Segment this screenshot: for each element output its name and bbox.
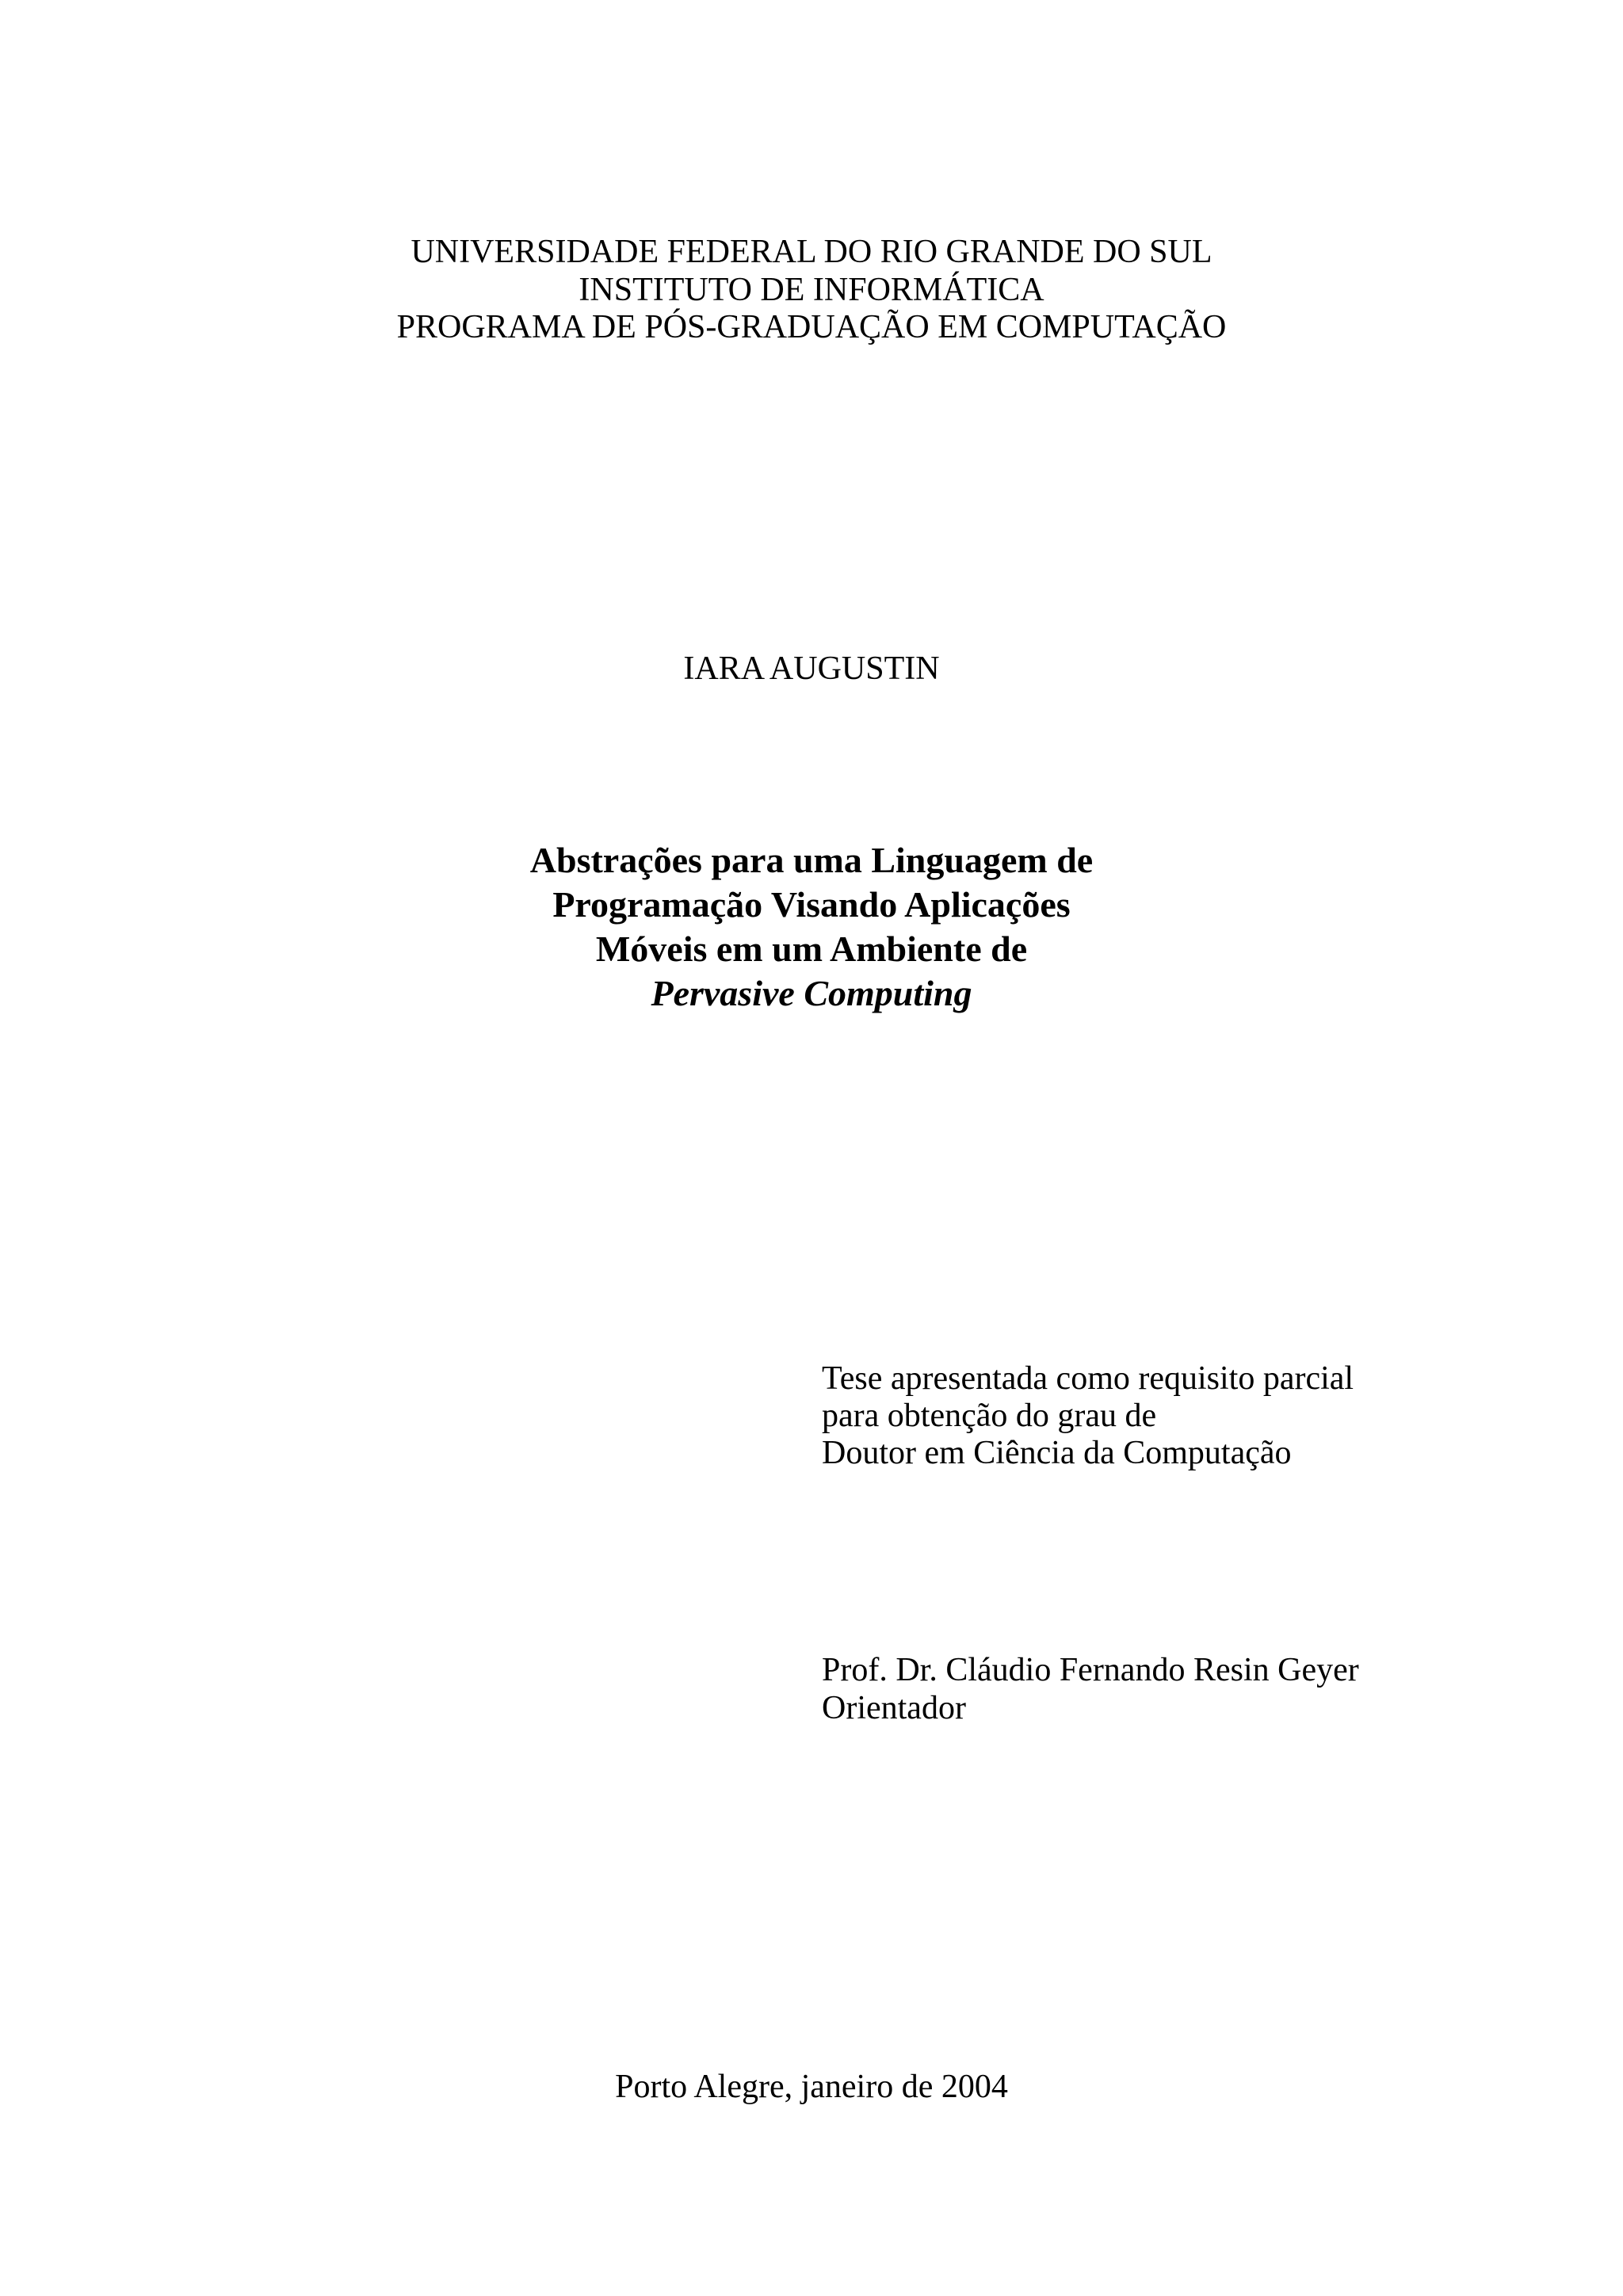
advisor-role: Orientador [822,1690,966,1726]
institution-line-institute: INSTITUTO DE INFORMÁTICA [579,272,1044,308]
description-line-3: Doutor em Ciência da Computação [822,1435,1292,1471]
thesis-title-line-2: Programação Visando Aplicações [552,884,1071,925]
institution-line-program: PROGRAMA DE PÓS-GRADUAÇÃO EM COMPUTAÇÃO [396,309,1227,345]
thesis-title-line-1: Abstrações para uma Linguagem de [529,840,1094,880]
author-name: IARA AUGUSTIN [683,650,940,687]
thesis-title-line-4: Pervasive Computing [651,973,972,1013]
advisor-name: Prof. Dr. Cláudio Fernando Resin Geyer [822,1652,1359,1688]
institution-line-university: UNIVERSIDADE FEDERAL DO RIO GRANDE DO SUL [411,234,1212,270]
description-line-1: Tese apresentada como requisito parcial [822,1360,1354,1397]
thesis-title-line-3: Móveis em um Ambiente de [595,929,1028,969]
description-line-2: para obtenção do grau de [822,1398,1157,1434]
place-and-date: Porto Alegre, janeiro de 2004 [615,2069,1008,2105]
